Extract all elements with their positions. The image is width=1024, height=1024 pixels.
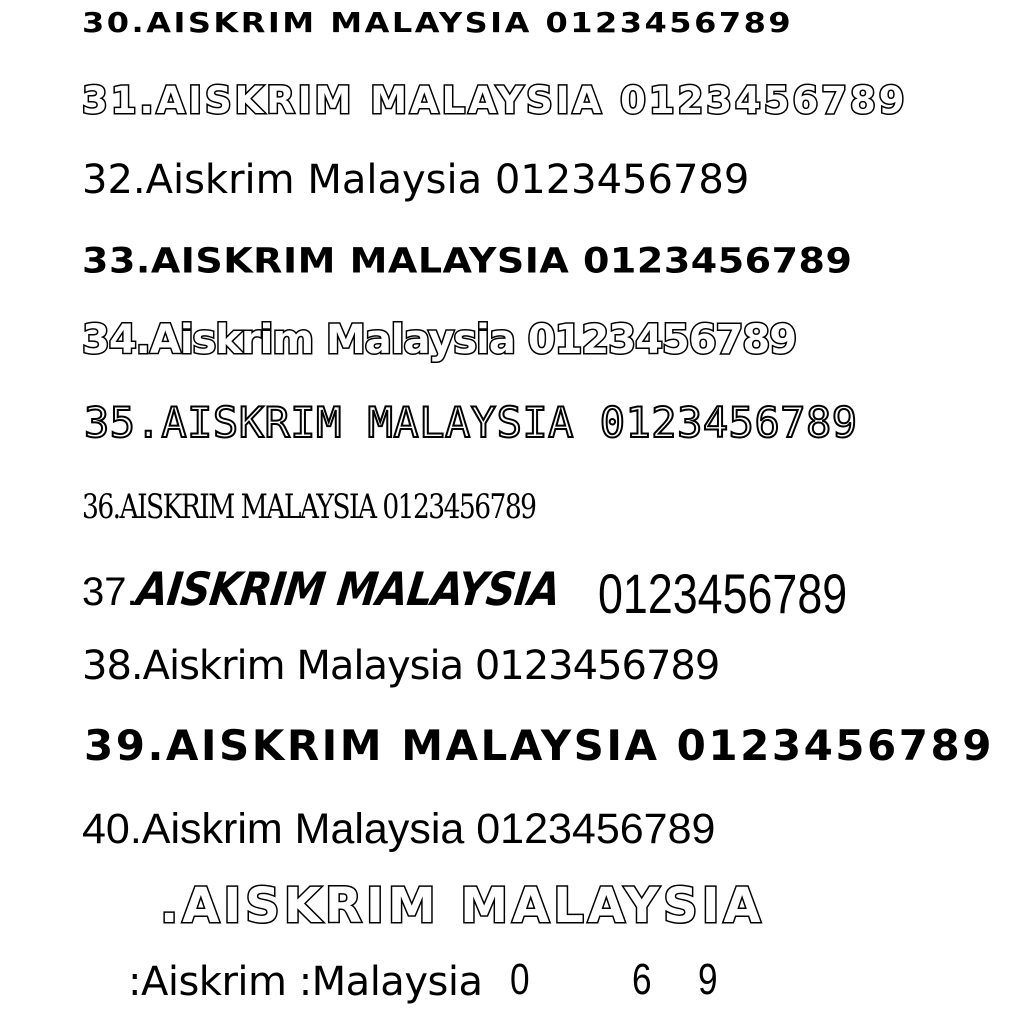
font-sample-36: 36.AISKRIM MALAYSIA 0123456789 xyxy=(82,487,536,527)
font-sample-34: 34.Aiskrim Malaysia 0123456789 xyxy=(82,317,797,363)
font-sample-35: 35.AISKRIM MALAYSIA 0123456789 xyxy=(84,398,858,447)
font-sample-39: 39.AISKRIM MALAYSIA 0123456789 xyxy=(84,721,994,770)
font-sample-40: 40.Aiskrim Malaysia 0123456789 xyxy=(82,805,716,853)
font-sample-42-name: :Aiskrim :Malaysia xyxy=(128,959,483,1005)
font-sample-42-digit-9: 9 xyxy=(698,955,718,1004)
font-sample-30: 30.AISKRIM MALAYSIA 0123456789 xyxy=(82,6,794,39)
font-sample-37-digits: 0123456789 xyxy=(598,562,848,625)
font-sample-33: 33.AISKRIM MALAYSIA 0123456789 xyxy=(82,240,853,281)
font-sample-42-digit-0: 0 xyxy=(510,955,530,1004)
font-sample-41: .AISKRIM MALAYSIA xyxy=(160,878,765,934)
font-sample-32: 32.Aiskrim Malaysia 0123456789 xyxy=(82,157,750,203)
font-sample-38: 38.Aiskrim Malaysia 0123456789 xyxy=(82,643,720,689)
font-sample-37-number: 37. xyxy=(82,570,138,614)
font-sample-42-digit-6: 6 xyxy=(632,955,652,1004)
font-sample-37-name: AISKRIM MALAYSIA xyxy=(133,562,563,616)
font-sample-31: 31.AISKRIM MALAYSIA 0123456789 xyxy=(82,79,908,122)
